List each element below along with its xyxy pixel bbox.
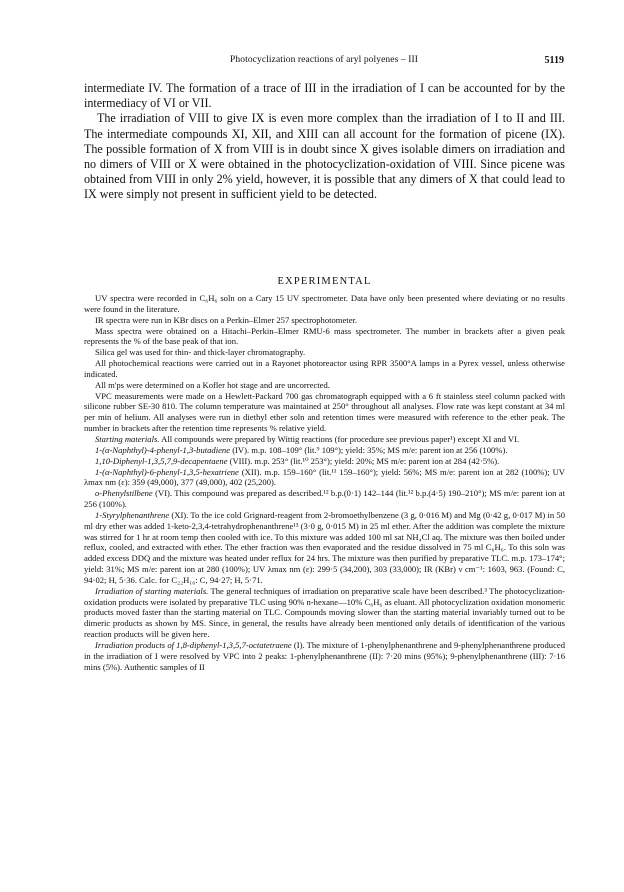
- compound-viii-text: (VIII). m.p. 253° (lit.¹⁰ 253°); yield: 20%; MS m/e: parent ion at 284 (42·5%).: [227, 455, 500, 466]
- starting-materials-title: Starting materials.: [95, 433, 160, 444]
- compound-vi-paragraph: [84, 488, 565, 510]
- compound-iv-name: 1-(α-Naphthyl)-4-phenyl-1,3-butadiene: [95, 444, 231, 455]
- page-number: 5119: [544, 55, 564, 66]
- vpc-note: VPC measurements were made on a Hewlett-Packard 700 gas chromatograph equipped with a 6 ft stainless steel column packed with silicone rubber SE-30 810. The column temperature was maintained at 250° throughout all analyses. Flow rate was kept constant at 34 ml per min of helium. All analyses were run in diethyl ether soln and retention times were measured with reference to the ether peak. The number in brackets after the retention time represents % relative yield.: [84, 390, 565, 434]
- compound-viii-paragraph: [84, 456, 565, 467]
- section-heading-experimental: EXPERIMENTAL: [277, 276, 372, 287]
- compound-iv-paragraph: [84, 445, 565, 456]
- starting-materials-paragraph: [84, 434, 565, 445]
- compound-vi-text: (VI). This compound was prepared as described.¹² b.p.(0·1) 142–144 (lit.¹² b.p.(4·5) 190–210°); MS m/e: parent ion at 256 (100%).: [84, 488, 565, 510]
- compound-xi-text: (XI). To the ice cold Grignard-reagent from 2-bromoethylbenzene (3 g, 0·016 M) and Mg (0·42 g, 0·017 M) in 50 ml dry ether was added 1-keto-2,3,4-tetrahydrophenanthrene¹³ (3·0 g, 0·015 M) in 25 ml ether. After the addition was complete the mixture was stirred for 1 hr at room temp then cooled with ice. To this mixture was added 100 ml sat NH₄Cl aq. The mixture was then boiled under reflux, cooled, and extracted with ether. The ether fraction was then evaporated and the residue dissolved in 75 ml C₆H₆. To this soln was added excess DDQ and the mixture was heated under reflux for 24 hrs. The mixture was then purified by preparative TLC. m.p. 173–174°; yield: 31%; MS m/e: parent ion at 280 (100%); UV λmax nm (ε): 299·5 (34,200), 303 (33,000); IR (KBr) ν cm⁻¹: 1603, 963. (Found: C, 94·02; H, 5·36. Calc. for C₂₂H₁₆: C, 94·27; H, 5·71.: [84, 509, 565, 585]
- compound-vi-name: o-Phenylstilbene: [95, 488, 153, 499]
- discussion-text: [84, 81, 565, 203]
- paragraph-picene: The irradiation of VIII to give IX is even more complex than the irradiation of I to II and III. The intermediate compounds XI, XII, and XIII can all account for the formation of picene (IX). The possible formation of X from VIII is in doubt since X gives isolable dimers on irradiation and no dimers of VIII or X were obtained in the photocyclization-oxidation of VIII. Since picene was obtained from VIII in only 2% yield, however, it is possible that any dimers of X that could lead to IX were simply not present in sufficient yield to be detected.: [84, 111, 565, 202]
- irradiation-title: Irradiation of starting materials.: [95, 585, 209, 596]
- irradiation-products-text: (I). The mixture of 1-phenylphenanthrene and 9-phenylphenanthrene produced in the irradiation of I were resolved by VPC into 2 peaks: 1-phenylphenanthrene (II): 7·20 mins (95%); 9-phenylphenanthrene (III): 7·16 mins (5%). Authentic samples of II: [84, 640, 565, 672]
- running-title: Photocyclization reactions of aryl polyenes – III: [230, 55, 418, 65]
- irradiation-text: The general techniques of irradiation on preparative scale have been described.³ The photocyclization-oxidation products were isolated by preparative TLC using 90% n-hexane—10% C₆H₆ as eluant. All photocyclization oxidation monomeric products moved faster than the starting material on TLC. Compounds moving slower than the starting material invariably turned out to be dimeric products as shown by MS. Since, in general, the results have already been mentioned only details of identification of the various reaction products will be given here.: [84, 585, 566, 640]
- silica-note: Silica gel was used for thin- and thick-layer chromatography.: [95, 347, 306, 358]
- irradiation-paragraph: [84, 586, 565, 640]
- compound-viii-name: 1,10-Diphenyl-1,3,5,7,9-decapentaene: [95, 455, 228, 466]
- irradiation-products-paragraph: [84, 640, 565, 673]
- photoreactor-note: All photochemical reactions were carried out in a Rayonet photoreactor using RPR 3500°A lamps in a Pyrex vessel, unless otherwise indicated.: [84, 358, 565, 379]
- compound-xii-text: (XII). m.p. 159–160° (lit.¹¹ 159–160°); yield: 56%; MS m/e: parent ion at 282 (100%); UV λmax nm (ε): 359 (49,000), 377 (49,000), 402 (25,200).: [84, 466, 565, 488]
- starting-materials-text: All compounds were prepared by Wittig reactions (for procedure see previous paper¹) except XI and VI.: [159, 433, 520, 444]
- compound-xii-paragraph: [84, 467, 565, 489]
- melting-point-note: All m'ps were determined on a Kofler hot stage and are uncorrected.: [95, 379, 330, 390]
- paragraph-continuation: intermediate IV. The formation of a trace of III in the irradiation of I can be accounted for by the intermediacy of VI or VII.: [84, 81, 565, 111]
- experimental-section: [84, 293, 565, 673]
- irradiation-products-title: Irradiation products of 1,8-diphenyl-1,3,5,7-octatetraene: [95, 640, 292, 650]
- page-header: [84, 55, 564, 69]
- compound-iv-text: (IV). m.p. 108–109° (lit.⁹ 109°); yield: 35%; MS m/e: parent ion at 256 (100%).: [230, 444, 508, 455]
- mass-spectra-note: Mass spectra were obtained on a Hitachi–Perkin–Elmer RMU-6 mass spectrometer. The number in brackets after a given peak represents the % of the base peak of that ion.: [84, 325, 565, 347]
- compound-xii-name: 1-(α-Naphthyl)-6-phenyl-1,3,5-hexatriene: [95, 466, 239, 477]
- uv-spectra-note: UV spectra were recorded in C₆H₆ soln on a Cary 15 UV spectrometer. Data have only been presented where deviating or no results were found in the literature.: [84, 293, 565, 314]
- compound-xi-paragraph: [84, 510, 565, 586]
- compound-xi-name: 1-Styrylphenanthrene: [95, 509, 170, 520]
- ir-spectra-note: IR spectra were run in KBr discs on a Perkin–Elmer 257 spectrophotometer.: [95, 314, 358, 325]
